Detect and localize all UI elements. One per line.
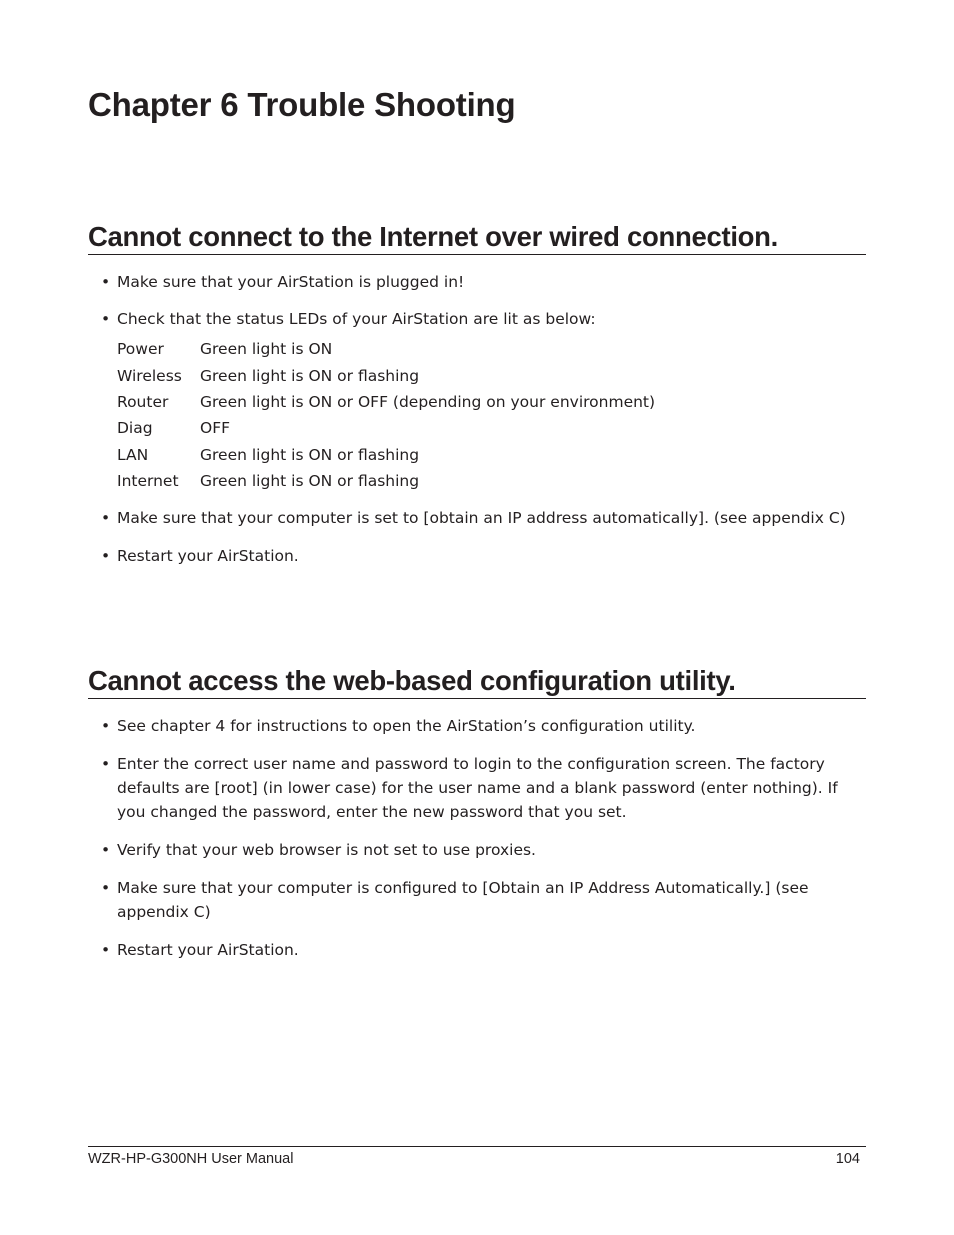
section-config-utility — [88, 664, 866, 962]
bullet-icon: • — [101, 755, 111, 773]
led-status: OFF — [200, 419, 231, 438]
bullet-icon: • — [101, 879, 111, 897]
list-item-text: Enter the correct user name and password to login to the configuration screen. The factory defaults are [root] (in lower case) for the user name and a blank password (enter nothing). If you changed the password, enter the new password that you set. — [117, 755, 838, 821]
list-item — [88, 307, 866, 494]
table-row — [117, 468, 655, 494]
list-item-text: Make sure that your AirStation is plugged in! — [117, 273, 465, 291]
table-row — [117, 389, 655, 415]
bullet-icon: • — [101, 547, 111, 566]
led-name: Diag — [117, 419, 153, 438]
bullet-icon: • — [101, 717, 111, 735]
led-name: Power — [117, 340, 164, 359]
section-heading: Cannot access the web-based configuration utility. — [88, 664, 866, 699]
chapter-title: Chapter 6 Trouble Shooting — [88, 86, 516, 123]
table-row — [117, 362, 655, 388]
section-wired-connection — [88, 220, 866, 568]
bullet-icon: • — [101, 941, 111, 959]
list-item-text: Make sure that your computer is set to [obtain an IP address automatically]. (see appendix C) — [117, 509, 846, 528]
list-item-text: Make sure that your computer is configured to [Obtain an IP Address Automatically.] (see appendix C) — [117, 879, 809, 921]
bullet-list — [88, 270, 866, 568]
list-item-text: Check that the status LEDs of your AirStation are lit as below: — [117, 310, 596, 328]
manual-name: WZR-HP-G300NH User Manual — [88, 1151, 294, 1167]
list-item — [88, 938, 866, 962]
list-item-text: Restart your AirStation. — [117, 547, 299, 566]
list-item-text: See chapter 4 for instructions to open the AirStation’s configuration utility. — [117, 717, 696, 735]
table-row — [117, 442, 655, 468]
led-status: Green light is ON or flashing — [200, 472, 420, 491]
bullet-icon: • — [101, 310, 111, 328]
bullet-icon: • — [101, 273, 111, 291]
led-status: Green light is ON — [200, 340, 333, 359]
list-item-text: Restart your AirStation. — [117, 941, 299, 959]
led-name: LAN — [117, 445, 149, 464]
led-name: Wireless — [117, 366, 182, 385]
list-item-text: Verify that your web browser is not set to use proxies. — [117, 841, 536, 859]
list-item — [88, 544, 866, 568]
led-status-table — [117, 336, 655, 494]
page-footer — [88, 1146, 866, 1167]
led-status: Green light is ON or OFF (depending on your environment) — [200, 392, 656, 411]
list-item — [88, 270, 866, 294]
table-row — [117, 415, 655, 441]
page-number: 104 — [835, 1151, 860, 1167]
list-item — [88, 752, 866, 824]
bullet-list — [88, 714, 866, 962]
list-item — [88, 714, 866, 738]
led-name: Internet — [117, 472, 179, 491]
section-heading: Cannot connect to the Internet over wired connection. — [88, 220, 866, 255]
list-item — [88, 838, 866, 862]
bullet-icon: • — [101, 509, 111, 528]
led-status: Green light is ON or flashing — [200, 445, 420, 464]
list-item — [88, 876, 866, 924]
list-item — [88, 506, 866, 530]
table-row — [117, 336, 655, 362]
bullet-icon: • — [101, 841, 111, 859]
led-name: Router — [117, 392, 169, 411]
led-status: Green light is ON or flashing — [200, 366, 420, 385]
